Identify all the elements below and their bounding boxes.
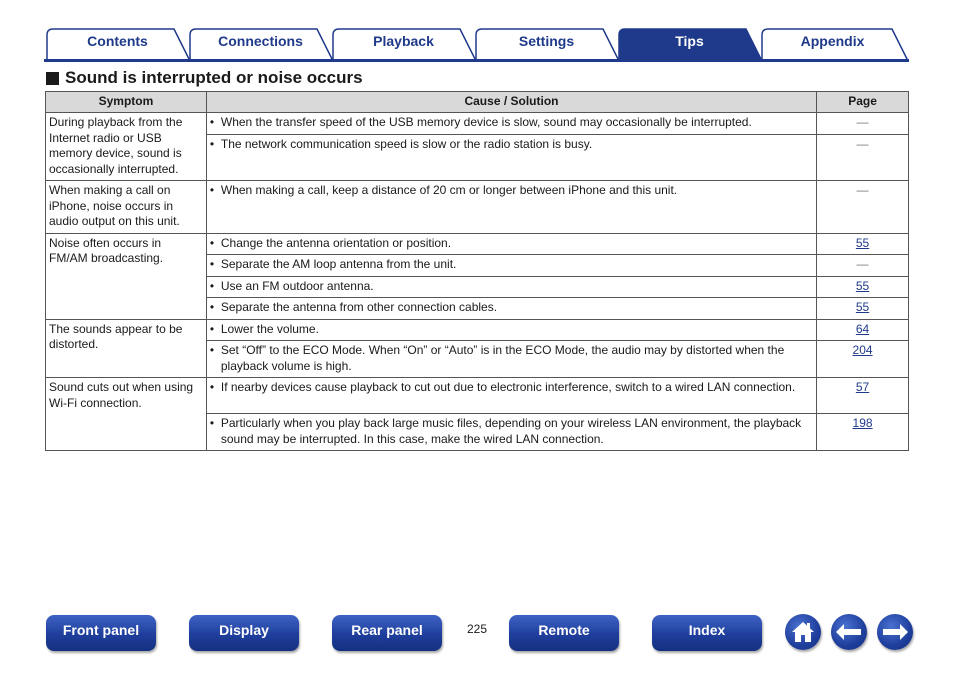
tab-appendix[interactable] — [759, 27, 906, 61]
button-label: Rear panel — [351, 622, 423, 638]
tab-label: Contents — [87, 33, 148, 49]
symptom-cell: Sound cuts out when using Wi-Fi connection. — [46, 378, 207, 451]
page-title: Sound is interrupted or noise occurs — [65, 68, 363, 87]
bullet-icon: • — [209, 235, 215, 250]
page-cell — [817, 298, 909, 320]
page-cell — [817, 341, 909, 378]
tab-playback[interactable] — [330, 27, 477, 61]
table-row — [46, 378, 909, 414]
button-label: Display — [219, 622, 269, 638]
page-cell — [817, 134, 909, 180]
tab-label: Appendix — [800, 33, 865, 49]
page-link[interactable]: 204 — [852, 343, 873, 357]
cause-cell — [206, 319, 816, 341]
cause-text: If nearby devices cause playback to cut out due to electronic interference, switch to a wired LAN connection. — [220, 380, 796, 394]
table-row — [46, 181, 909, 234]
tab-underline — [44, 59, 909, 62]
table-row — [46, 319, 909, 341]
cause-text: Use an FM outdoor antenna. — [220, 278, 374, 293]
page-cell — [817, 255, 909, 277]
cause-text: Separate the AM loop antenna from the unit. — [220, 257, 457, 271]
cause-cell — [206, 298, 816, 320]
back-arrow-icon — [835, 622, 863, 642]
home-icon — [790, 620, 816, 644]
header-page: Page — [817, 92, 909, 113]
page-cell — [817, 233, 909, 255]
cause-text: Change the antenna orientation or position. — [220, 235, 452, 250]
page-ref: — — [856, 115, 869, 129]
tab-connections[interactable] — [187, 27, 334, 61]
cause-text: Lower the volume. — [220, 321, 319, 336]
page-cell — [817, 319, 909, 341]
tab-label: Tips — [675, 33, 704, 49]
bullet-icon: • — [209, 257, 215, 271]
table-row — [46, 233, 909, 255]
tab-label: Settings — [518, 33, 575, 49]
forward-button[interactable] — [877, 614, 913, 650]
symptom-cell: When making a call on iPhone, noise occurs in audio output on this unit. — [46, 181, 207, 234]
table-header-row — [46, 92, 909, 113]
page-link[interactable]: 55 — [855, 278, 870, 293]
index-button[interactable] — [652, 615, 762, 651]
cause-cell — [206, 113, 816, 135]
square-bullet-icon — [46, 72, 59, 85]
bullet-icon: • — [209, 183, 215, 197]
symptom-cell: During playback from the Internet radio or USB memory device, sound is occasionally interrupted. — [46, 113, 207, 181]
front-panel-button[interactable] — [46, 615, 156, 651]
bullet-icon: • — [209, 115, 215, 129]
page-cell — [817, 414, 909, 451]
remote-button[interactable] — [509, 615, 619, 651]
page-number: 225 — [466, 622, 488, 636]
cause-cell — [206, 134, 816, 180]
section-heading — [46, 68, 363, 88]
tab-label: Connections — [218, 33, 303, 49]
cause-text: Set “Off” to the ECO Mode. When “On” or “Auto” is in the ECO Mode, the audio may by distorted when the playback volume is high. — [220, 343, 785, 373]
tab-contents[interactable] — [44, 27, 191, 61]
button-label: Remote — [538, 622, 590, 638]
cause-text: Particularly when you play back large music files, depending on your wireless LAN environment, the playback sound may be interrupted. In this case, make the wired LAN connection. — [220, 416, 802, 446]
bullet-icon: • — [209, 300, 215, 314]
bullet-icon: • — [209, 136, 215, 151]
tab-label: Playback — [373, 33, 434, 49]
page-link[interactable]: 64 — [855, 321, 870, 336]
bullet-icon: • — [209, 321, 215, 336]
cause-text: When the transfer speed of the USB memory device is slow, sound may occasionally be interrupted. — [220, 115, 752, 129]
button-label: Index — [688, 622, 726, 638]
display-button[interactable] — [189, 615, 299, 651]
cause-cell — [206, 181, 816, 234]
page-ref: — — [856, 257, 869, 271]
bullet-icon: • — [209, 343, 215, 357]
bullet-icon: • — [209, 380, 215, 394]
bullet-icon: • — [209, 416, 215, 430]
header-symptom: Symptom — [46, 92, 207, 113]
cause-cell — [206, 255, 816, 277]
cause-cell — [206, 276, 816, 298]
rear-panel-button[interactable] — [332, 615, 442, 651]
page-cell — [817, 276, 909, 298]
cause-cell — [206, 378, 816, 414]
cause-cell — [206, 233, 816, 255]
troubleshooting-table — [45, 91, 909, 451]
back-button[interactable] — [831, 614, 867, 650]
symptom-cell: The sounds appear to be distorted. — [46, 319, 207, 378]
page-link[interactable]: 198 — [852, 416, 873, 430]
button-label: Front panel — [62, 622, 140, 638]
page-ref: — — [856, 183, 869, 197]
page-cell — [817, 378, 909, 414]
symptom-cell: Noise often occurs in FM/AM broadcasting. — [46, 233, 207, 319]
home-button[interactable] — [785, 614, 821, 650]
table-row — [46, 113, 909, 135]
page-cell — [817, 113, 909, 135]
cause-text: Separate the antenna from other connection cables. — [220, 300, 498, 314]
page-ref: — — [856, 136, 869, 151]
page-link[interactable]: 55 — [855, 235, 870, 250]
page-cell — [817, 181, 909, 234]
tab-settings[interactable] — [473, 27, 620, 61]
cause-cell — [206, 341, 816, 378]
forward-arrow-icon — [881, 622, 909, 642]
bullet-icon: • — [209, 278, 215, 293]
tab-bar — [44, 27, 909, 63]
page-link[interactable]: 55 — [855, 300, 870, 314]
header-cause: Cause / Solution — [206, 92, 816, 113]
tab-tips[interactable] — [616, 27, 763, 61]
cause-cell — [206, 414, 816, 451]
cause-text: The network communication speed is slow or the radio station is busy. — [220, 136, 593, 151]
page-link[interactable]: 57 — [855, 380, 870, 394]
cause-text: When making a call, keep a distance of 20 cm or longer between iPhone and this unit. — [220, 183, 678, 197]
